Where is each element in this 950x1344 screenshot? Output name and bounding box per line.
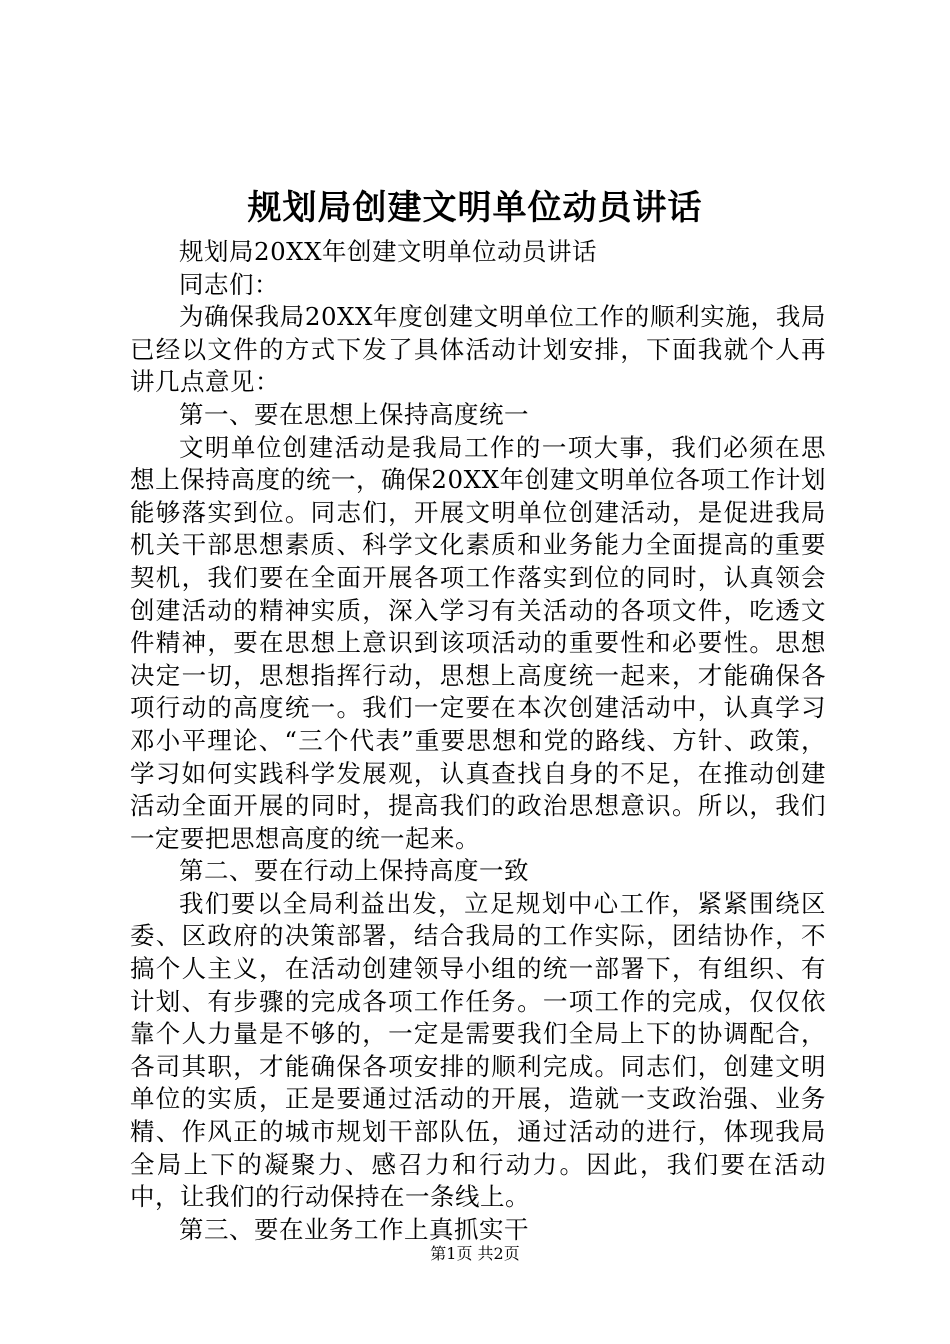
paragraph-salutation: 同志们：: [179, 269, 279, 299]
page-number-footer: 第1页 共2页: [430, 1244, 520, 1263]
paragraph-section-1: 文明单位创建活动是我局工作的一项大事，我们必须在思想上保持高度的统一，确保20XX年创建文明单位各项工作计划能够落实到位。同志们，开展文明单位创建活动，是促进我局机关干部思想素质、科学文化素质和业务能力全面提高的重要契机，我们要在全面开展各项工作落实到位的同时，认真领会创建活动的精神实质，深入学习有关活动的各项文件，吃透文件精神，要在思想上意识到该项活动的重要性和必要性。思想决定一切，思想指挥行动，思想上高度统一起来，才能确保各项行动的高度统一。我们一定要在本次创建活动中，认真学习邓小平理论、“三个代表”重要思想和党的路线、方针、政策，学习如何实践科学发展观，认真查找自身的不足，在推动创建活动全面开展的同时，提高我们的政治思想意识。所以，我们一定要把思想高度的统一起来。: [130, 432, 826, 853]
document-body: [130, 236, 826, 1246]
paragraph-intro: 为确保我局20XX年度创建文明单位工作的顺利实施，我局已经以文件的方式下发了具体活动计划安排，下面我就个人再讲几点意见：: [130, 302, 826, 397]
paragraph-section-2: 我们要以全局利益出发，立足规划中心工作，紧紧围绕区委、区政府的决策部署，结合我局的工作实际，团结协作，不搞个人主义，在活动创建领导小组的统一部署下，有组织、有计划、有步骤的完成各项工作任务。一项工作的完成，仅仅依靠个人力量是不够的，一定是需要我们全局上下的协调配合，各司其职，才能确保各项安排的顺利完成。同志们，创建文明单位的实质，正是要通过活动的开展，造就一支政治强、业务精、作风正的城市规划干部队伍，通过活动的进行，体现我局全局上下的凝聚力、感召力和行动力。因此，我们要在活动中，让我们的行动保持在一条线上。: [130, 888, 826, 1212]
document-title: 规划局创建文明单位动员讲话: [247, 188, 703, 228]
section-heading-1: 第一、要在思想上保持高度统一: [179, 399, 529, 429]
paragraph-subtitle: 规划局20XX年创建文明单位动员讲话: [179, 237, 598, 266]
section-heading-3: 第三、要在业务工作上真抓实干: [179, 1214, 529, 1244]
section-heading-2: 第二、要在行动上保持高度一致: [179, 856, 529, 886]
